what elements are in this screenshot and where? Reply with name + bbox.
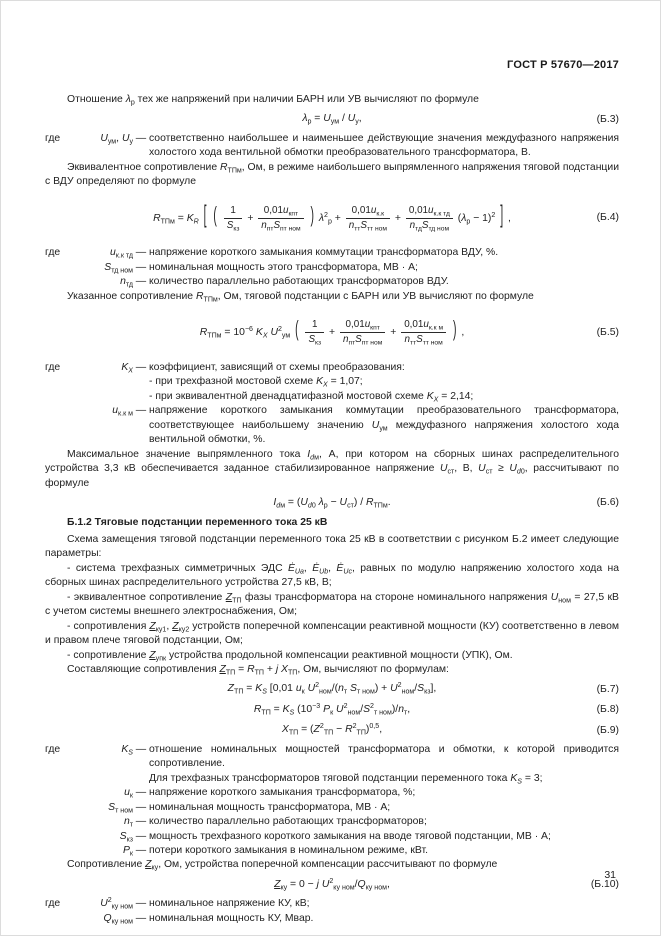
- definition-list-kx: [45, 361, 619, 448]
- section-heading-b12: Б.1.2 Тяговые подстанции переменного тока 25 кВ: [67, 517, 328, 529]
- symbol: $u_к$: [124, 787, 133, 800]
- symbol: $S_{т ном}$: [108, 801, 133, 815]
- definition-row: [45, 801, 619, 815]
- definition-text: отношение номинальных мощностей трансформатора и обмотки, к которой приводится сопротивление.: [149, 743, 619, 770]
- formula-b3-number: (Б.3): [596, 113, 619, 125]
- formula-b5: [45, 306, 619, 359]
- symbol: $S_{тд ном}$: [104, 261, 133, 275]
- definition-text: коэффициент, зависящий от схемы преобразования:: [149, 361, 405, 373]
- definition-subrow: [45, 772, 619, 786]
- definition-row: [45, 261, 619, 275]
- symbol: $n_т$: [123, 816, 133, 829]
- paragraph-lambda-ratio: Отношение $\lambda_р$ тех же напряжений при наличии БАРН или УВ вычисляют по формуле: [67, 94, 479, 107]
- definition-subitem: Для трехфазных трансформаторов тяговой подстанции переменного тока $K_S = 3$;: [149, 772, 543, 786]
- definition-subitem: - при трехфазной мостовой схеме $K_X = 1,07$;: [149, 376, 363, 389]
- where-label: где: [45, 898, 61, 910]
- formula-b8-body: $R_{ТП} = K_S$ ($10^{-3}$ $P_к$ $U^2_{ном}/S^2_{т ном})/n_т$,: [253, 703, 411, 717]
- definition-row: [45, 361, 619, 375]
- definition-list-ks: [45, 743, 619, 859]
- paragraph-scheme-25kv: Схема замещения тяговой подстанции переменного тока 25 кВ в соответствии с рисунком Б.2 имеет следующие параметры:: [45, 533, 619, 560]
- definition-subrow: [45, 375, 619, 389]
- symbol: $u_{к.к тд}$: [109, 247, 133, 260]
- formula-b9-number: (Б.9): [596, 724, 619, 736]
- symbol: $U_{ум}$, $U_у$: [100, 132, 133, 146]
- formula-b3-body: $\lambda_р = U_{ум} / U_у$,: [302, 113, 362, 126]
- formula-b5-body: $R_{ТПм} = 10^{-6}$ $K_X$ $U^2_{ум}$ ( $\frac{1}{S_{кз}}$ + $\frac{0,01u_{кпт}}{n_{пт}S_{пт ном}}$ + $\frac{0,01u_{к.к м}}{n_{тт}S_{тт ном}}$ ) ,: [199, 319, 465, 347]
- symbol: $K_X$: [121, 361, 133, 375]
- definition-text: напряжение короткого замыкания коммутации трансформатора ВДУ, %.: [149, 247, 499, 259]
- formula-b8: [45, 702, 619, 718]
- dash: —: [135, 912, 147, 924]
- formula-b6: [45, 495, 619, 511]
- dash: —: [135, 132, 147, 144]
- formula-b4-number: (Б.4): [596, 211, 619, 223]
- definition-row: [45, 275, 619, 289]
- bullet-ztp: - эквивалентное сопротивление $Z_{ТП}$ фазы трансформатора на стороне номинального напряжения $U_{ном} = 27,5$ кВ с учетом системы внешнего электроснабжения, Ом;: [45, 591, 619, 618]
- symbol: $S_{кз}$: [119, 830, 133, 843]
- formula-b4: [45, 192, 619, 245]
- definition-row: [45, 815, 619, 829]
- definition-subitem: - при эквивалентной двенадцатифазной мостовой схеме $K_X = 2,14$;: [149, 390, 474, 404]
- paragraph-zku: Сопротивление $Z_{ку}$, Ом, устройства поперечной компенсации рассчитывают по формуле: [67, 859, 498, 872]
- where-label: где: [45, 247, 61, 259]
- symbol: $P_к$: [122, 844, 133, 858]
- definition-list-ku: [45, 897, 619, 926]
- definition-row: [45, 404, 619, 447]
- definition-row: [45, 844, 619, 858]
- definition-text: мощность трехфазного короткого замыкания на вводе тяговой подстанции, МВ · А;: [149, 830, 551, 842]
- standard-number: ГОСТ Р 57670—2017: [507, 59, 619, 71]
- paragraph-barn-uv: Указанное сопротивление $R_{ТПм}$, Ом, тяговой подстанции с БАРН или УВ вычисляют по формуле: [67, 290, 534, 304]
- dash: —: [135, 830, 147, 842]
- definition-row: [45, 897, 619, 911]
- formula-b9: [45, 722, 619, 738]
- dash: —: [135, 844, 147, 856]
- definition-row: [45, 912, 619, 926]
- where-label: где: [45, 361, 61, 373]
- bullet-zku: - сопротивления $Z_{ку1}$, $Z_{ку2}$ устройств поперечной компенсации реактивной мощности (КУ) соответственно в левом и правом плече тяговой подстанции, Ом;: [45, 620, 620, 647]
- definition-row: [45, 246, 619, 260]
- definition-text: количество параллельно работающих трансформаторов ВДУ.: [149, 276, 449, 288]
- dash: —: [135, 276, 147, 288]
- definition-text: количество параллельно работающих трансформаторов;: [149, 816, 427, 828]
- definition-text: потери короткого замыкания в номинальном режиме, кВт.: [149, 844, 428, 856]
- formula-b4-body: $R_{ТПм} = K_R$ [ ( $\frac{1}{S_{кз}}$ + $\frac{0,01u_{кпт}}{n_{пт}S_{пт ном}}$ ) $\lambda^2_р$ + $\frac{0,01u_{к.к}}{n_{тт}S_{тт ном}}$ + $\frac{0,01u_{к.к тд}}{n_{тд}S_{тд ном}}$ $(\lambda_р - 1)^2$ ] ,: [153, 203, 511, 232]
- page-content: [45, 93, 619, 926]
- definition-text: напряжение короткого замыкания коммутации преобразовательного трансформатора, соответствующее наибольшему значению $U_{ум}$ междуфазного напряжения холостого хода вентильной обмотки, %.: [149, 405, 620, 446]
- dash: —: [135, 261, 147, 273]
- symbol: $K_S$: [121, 743, 133, 757]
- dash: —: [135, 743, 147, 755]
- definition-subrow: [45, 390, 619, 404]
- formula-b10: [45, 877, 619, 893]
- bullet-zupk: - сопротивление $Z_{упк}$ устройства продольной компенсации реактивной мощности (УПК), Ом.: [67, 649, 513, 662]
- definition-row: [45, 786, 619, 800]
- symbol: $Q_{ку ном}$: [103, 912, 133, 926]
- definition-text: номинальная мощность этого трансформатора, МВ · А;: [149, 261, 418, 273]
- formula-b6-number: (Б.6): [596, 496, 619, 508]
- dash: —: [135, 361, 147, 373]
- formula-b9-body: $X_{ТП} = (Z^2_{ТП} - R^2_{ТП})^{0,5}$,: [281, 723, 383, 737]
- symbol: $U^2_{ку ном}$: [100, 897, 133, 911]
- definition-text: напряжение короткого замыкания трансформатора, %;: [149, 787, 416, 799]
- formula-b10-body: $Z_{ку} = 0 - j$ $U^2_{ку ном}/Q_{ку ном}$,: [274, 877, 390, 892]
- formula-b7-body: $Z_{ТП} = K_S$ [0,01 $u_к$ $U^2_{ном}/(n_т$ $S_{т ном}) + U^2_{ном}/S_{кз}$],: [227, 682, 437, 696]
- dash: —: [135, 247, 147, 259]
- dash: —: [135, 801, 147, 813]
- definition-list-uvm: [45, 132, 619, 161]
- symbol: $n_{тд}$: [120, 276, 133, 289]
- formula-b7-number: (Б.7): [596, 683, 619, 695]
- definition-text: номинальная мощность КУ, Мвар.: [149, 912, 314, 924]
- definition-row: [45, 743, 619, 772]
- page-number: 31: [604, 869, 616, 881]
- dash: —: [135, 405, 147, 417]
- formula-b5-number: (Б.5): [596, 326, 619, 338]
- paragraph-equiv-resistance: Эквивалентное сопротивление $R_{ТПм}$, Ом, в режиме наибольшего выпрямленного напряжения тяговой подстанции с ВДУ определяют по формуле: [45, 161, 619, 188]
- definition-row: [45, 132, 619, 161]
- dash: —: [135, 898, 147, 910]
- symbol: $u_{к.к м}$: [112, 405, 133, 418]
- bullet-eds-system: - система трехфазных симметричных ЭДС $Ė_{Ua}$, $Ė_{Ub}$, $Ė_{Uc}$, равных по модулю напряжению холостого хода на сборных шинах распределительного устройства 27,5 кВ, В;: [45, 562, 619, 589]
- formula-b7: [45, 681, 619, 697]
- definition-row: [45, 830, 619, 844]
- definition-text: номинальная мощность трансформатора, МВ · А;: [149, 801, 391, 813]
- definition-list-vdu: [45, 246, 619, 289]
- definition-text: номинальное напряжение КУ, кВ;: [149, 898, 310, 910]
- where-label: где: [45, 743, 61, 755]
- formula-b10-number: (Б.10): [590, 878, 619, 890]
- formula-b6-body: $I_{dм} = (U_{d0}$ $\lambda_р - U_{ст}) / R_{ТПм}$.: [273, 496, 391, 510]
- dash: —: [135, 787, 147, 799]
- dash: —: [135, 816, 147, 828]
- definition-text: соответственно наибольшее и наименьшее действующие значения междуфазного напряжения холостого хода вентильной обмотки преобразовательного трансформатора, В.: [149, 132, 619, 159]
- paragraph-components: Составляющие сопротивления $Z_{ТП} = R_{ТП} + j$ $X_{ТП}$, Ом, вычисляют по формулам:: [67, 663, 449, 677]
- formula-b3: [45, 111, 619, 127]
- paragraph-max-current: Максимальное значение выпрямленного тока $I_{dм}$, А, при котором на сборных шинах распределительного устройства 3,3 кВ обеспечивается заданное стабилизированное напряжение $U_{ст}$, В, $U_{ст} \ge U_{d0}$, рассчитывают по формуле: [45, 448, 619, 489]
- formula-b8-number: (Б.8): [596, 703, 619, 715]
- where-label: где: [45, 132, 61, 144]
